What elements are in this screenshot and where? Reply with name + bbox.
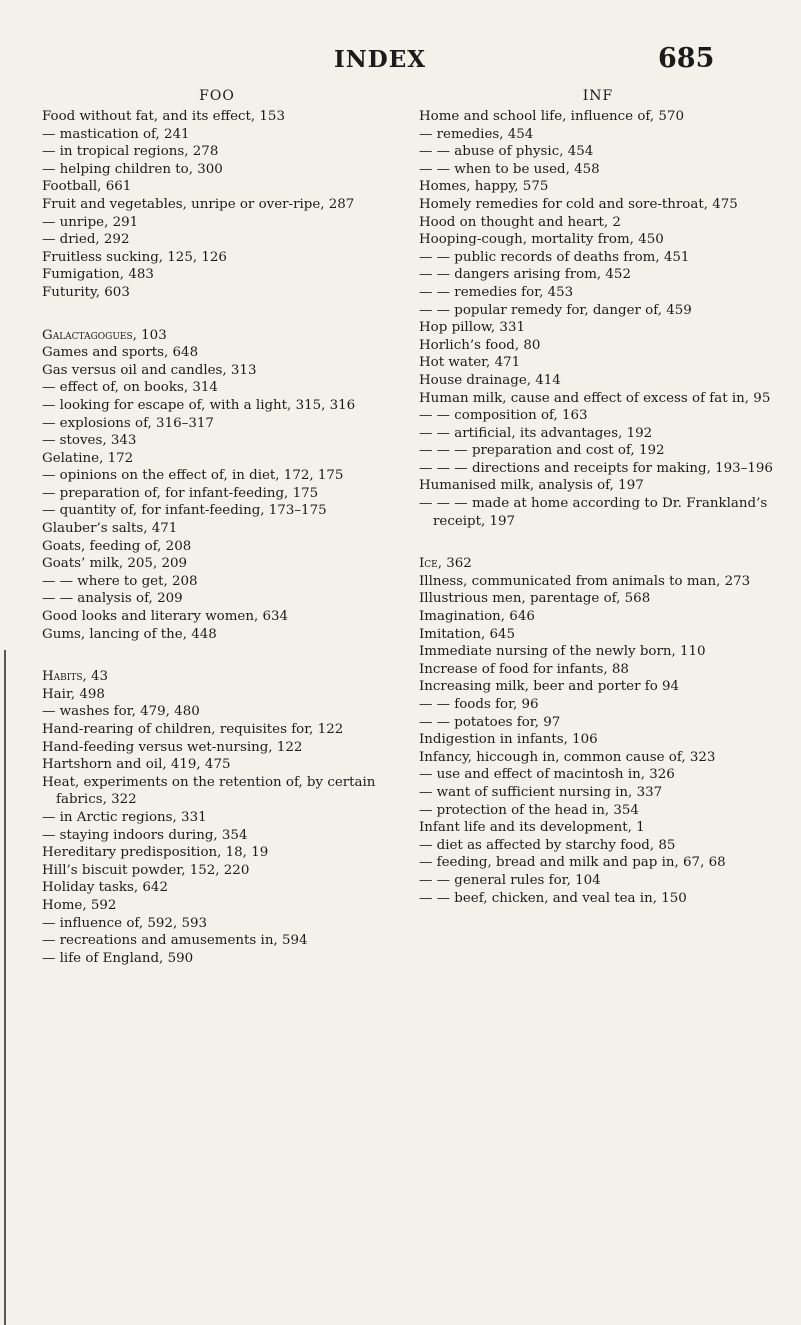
index-entry: Games and sports, 648 xyxy=(42,345,199,361)
index-entry: — in tropical regions, 278 xyxy=(42,144,219,160)
index-entry: — — where to get, 208 xyxy=(42,573,198,589)
index-entry: — explosions of, 316–317 xyxy=(42,415,214,431)
index-entry: Hot water, 471 xyxy=(419,355,521,371)
index-entry: — — composition of, 163 xyxy=(419,408,588,424)
index-entry: Imitation, 645 xyxy=(419,626,516,642)
index-entry: Good looks and literary women, 634 xyxy=(42,609,289,625)
index-entry: Football, 661 xyxy=(42,179,132,195)
index-entry: Hood on thought and heart, 2 xyxy=(419,214,621,230)
index-entry: — feeding, bread and milk and pap in, 67, 68 xyxy=(419,855,726,871)
right-column-head: INF xyxy=(582,88,614,104)
index-entry: — — foods for, 96 xyxy=(419,697,539,712)
index-entry: — — artificial, its advantages, 192 xyxy=(419,425,653,441)
index-entry: Hooping-cough, mortality from, 450 xyxy=(419,232,664,248)
index-entry: — life of England, 590 xyxy=(42,950,194,966)
index-entry: — — — made at home according to Dr. Frankland’s receipt, 197 xyxy=(419,496,768,529)
index-entry: Increasing milk, beer and porter fo 94 xyxy=(419,679,680,695)
index-entry: Infancy, hiccough in, common cause of, 323 xyxy=(419,749,716,765)
index-entry: Ice, 362 xyxy=(419,556,472,572)
index-entry: — — — preparation and cost of, 192 xyxy=(419,443,665,459)
index-entry: Futurity, 603 xyxy=(42,284,130,300)
index-entry: — opinions on the effect of, in diet, 172, 175 xyxy=(42,468,344,484)
index-entry: Home and school life, influence of, 570 xyxy=(419,109,684,124)
index-entry: Gas versus oil and candles, 313 xyxy=(42,362,257,378)
index-entry: Indigestion in infants, 106 xyxy=(419,732,598,748)
left-entry-list xyxy=(42,108,392,967)
index-entry: — diet as affected by starchy food, 85 xyxy=(419,837,676,853)
index-entry: — protection of the head in, 354 xyxy=(419,802,639,818)
index-entry: Fruitless sucking, 125, 126 xyxy=(42,249,227,265)
index-entry: — — dangers arising from, 452 xyxy=(419,267,631,283)
index-entry: — helping children to, 300 xyxy=(42,161,223,177)
page-edge-shadow xyxy=(4,650,6,1325)
index-entry: Increase of food for infants, 88 xyxy=(419,661,629,677)
index-entry: — unripe, 291 xyxy=(42,214,139,230)
index-entry: Illness, communicated from animals to man, 273 xyxy=(419,573,751,589)
index-entry: Hand-rearing of children, requisites for, 122 xyxy=(42,722,344,737)
index-entry: Hill’s biscuit powder, 152, 220 xyxy=(42,862,250,878)
index-entry: Homes, happy, 575 xyxy=(419,179,549,195)
left-column-head: FOO xyxy=(199,88,235,104)
index-entry: Heat, experiments on the retention of, by certain fabrics, 322 xyxy=(42,774,376,808)
index-entry: Hand-feeding versus wet-nursing, 122 xyxy=(42,739,303,755)
index-entry: Goats’ milk, 205, 209 xyxy=(42,556,188,572)
index-entry: — influence of, 592, 593 xyxy=(42,915,208,931)
running-title: INDEX xyxy=(334,46,427,73)
index-entry: Illustrious men, parentage of, 568 xyxy=(419,591,651,607)
index-entry: — staying indoors during, 354 xyxy=(42,827,248,843)
index-entry: Immediate nursing of the newly born, 110 xyxy=(419,644,706,660)
index-entry: — — potatoes for, 97 xyxy=(419,714,561,730)
page-number: 685 xyxy=(658,43,715,74)
index-entry: — use and effect of macintosh in, 326 xyxy=(419,767,675,783)
index-entry: — dried, 292 xyxy=(42,232,130,248)
index-entry: Infant life and its development, 1 xyxy=(419,820,645,836)
index-entry: — — public records of deaths from, 451 xyxy=(419,249,690,265)
index-entry: — in Arctic regions, 331 xyxy=(42,809,207,825)
index-entry: — — beef, chicken, and veal tea in, 150 xyxy=(419,890,687,906)
index-entry: Hair, 498 xyxy=(42,686,105,702)
index-entry: Holiday tasks, 642 xyxy=(42,880,168,896)
index-entry: Human milk, cause and effect of excess of fat in, 95 xyxy=(419,390,771,406)
index-entry: Home, 592 xyxy=(42,897,117,913)
index-entry: Habits, 43 xyxy=(42,669,109,685)
right-entry-list xyxy=(419,108,777,907)
index-entry: — quantity of, for infant-feeding, 173–175 xyxy=(42,503,327,519)
index-entry: Humanised milk, analysis of, 197 xyxy=(419,478,644,494)
index-entry: Hop pillow, 331 xyxy=(419,320,525,336)
index-entry: — stoves, 343 xyxy=(42,433,137,449)
index-entry: Hartshorn and oil, 419, 475 xyxy=(42,757,231,773)
right-column xyxy=(419,86,777,907)
index-entry: House drainage, 414 xyxy=(419,372,561,388)
index-entry: Homely remedies for cold and sore-throat, 475 xyxy=(419,196,738,212)
index-entry: — mastication of, 241 xyxy=(42,126,190,142)
index-entry: — recreations and amusements in, 594 xyxy=(42,933,308,949)
index-entry: — — popular remedy for, danger of, 459 xyxy=(419,302,692,318)
index-entry: — effect of, on books, 314 xyxy=(42,380,218,396)
left-column xyxy=(42,86,392,967)
index-entry: — preparation of, for infant-feeding, 175 xyxy=(42,485,319,501)
index-entry: Horlich’s food, 80 xyxy=(419,337,541,353)
index-entry: — — abuse of physic, 454 xyxy=(419,144,594,160)
index-entry: — looking for escape of, with a light, 315, 316 xyxy=(42,397,356,413)
index-entry: — — when to be used, 458 xyxy=(419,161,600,177)
index-entry: — remedies, 454 xyxy=(419,126,534,142)
index-entry: — — remedies for, 453 xyxy=(419,284,574,300)
index-entry: — — analysis of, 209 xyxy=(42,591,183,607)
index-entry: Gelatine, 172 xyxy=(42,450,134,466)
index-entry: Imagination, 646 xyxy=(419,609,535,625)
page-header xyxy=(0,43,801,86)
index-entry: Food without fat, and its effect, 153 xyxy=(42,109,285,124)
index-entry: — washes for, 479, 480 xyxy=(42,704,200,720)
index-entry: — — — directions and receipts for making, 193–196 xyxy=(419,460,773,476)
index-entry: Goats, feeding of, 208 xyxy=(42,538,192,554)
index-entry: Galactagogues, 103 xyxy=(42,327,167,343)
index-entry: Fruit and vegetables, unripe or over-ripe, 287 xyxy=(42,196,355,212)
index-entry: Glauber’s salts, 471 xyxy=(42,521,178,537)
index-entry: Hereditary predisposition, 18, 19 xyxy=(42,845,269,861)
index-entry: Fumigation, 483 xyxy=(42,267,154,283)
index-entry: — want of sufficient nursing in, 337 xyxy=(419,784,663,800)
index-entry: — — general rules for, 104 xyxy=(419,872,601,888)
index-entry: Gums, lancing of the, 448 xyxy=(42,626,217,642)
